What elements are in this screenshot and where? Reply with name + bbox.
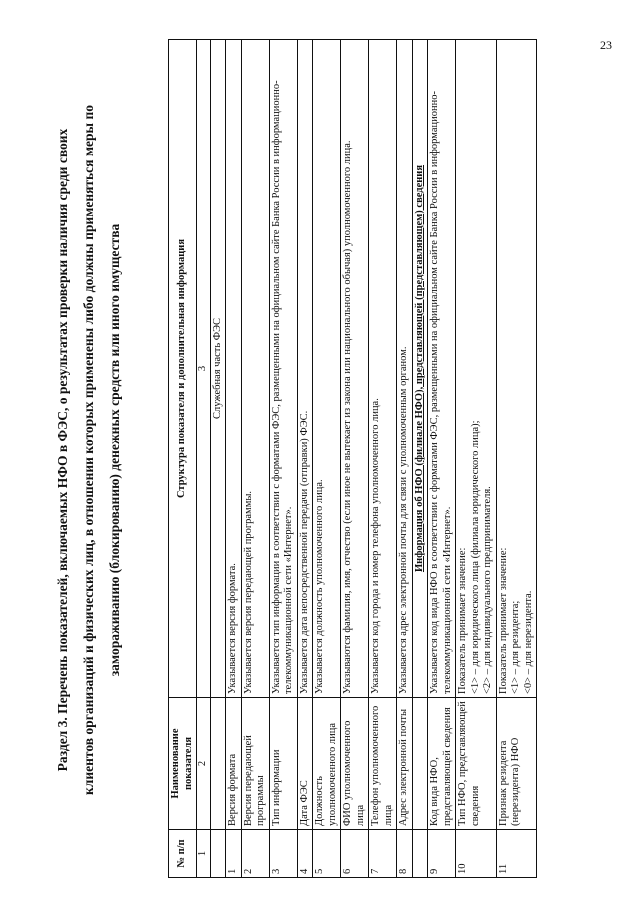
index-cell: 1 xyxy=(197,830,211,878)
indicator-description xyxy=(241,40,269,698)
indicator-name: Тип информации xyxy=(269,698,297,830)
heading-line-1: Раздел 3. Перечень показателей, включаемых НФО в ФЭС, о результатах проверки наличия среди своих xyxy=(55,128,70,772)
heading-line-2: клиентов организаций и физических лиц, в отношении которых применены либо должны применяться меры по xyxy=(81,105,96,795)
page-number: 23 xyxy=(600,38,612,52)
indicator-description xyxy=(313,40,341,698)
indicator-description xyxy=(297,40,313,698)
indicator-description xyxy=(428,40,456,698)
description-line: <1> – для юридического лица (филиала юридического лица); xyxy=(469,420,481,694)
row-number: 1 xyxy=(226,830,242,878)
index-row xyxy=(197,40,211,878)
description-line: Указывается версия формата. xyxy=(227,563,238,694)
indicator-name: Должность уполномоченного лица xyxy=(313,698,341,830)
indicator-description xyxy=(496,40,537,698)
indicators-table-container xyxy=(168,40,608,878)
indicator-name: Тип НФО, представляющей сведения xyxy=(456,698,497,830)
description-line: <2> – для индивидуального предпринимателя. xyxy=(482,486,493,694)
indicator-description xyxy=(341,40,369,698)
row-number: 3 xyxy=(269,830,297,878)
indicator-description xyxy=(369,40,397,698)
row-number: 8 xyxy=(397,830,413,878)
section-spacer xyxy=(412,830,428,878)
table-row xyxy=(397,40,413,878)
table-row xyxy=(297,40,313,878)
header-name: Наименование показателя xyxy=(169,698,197,830)
row-number: 2 xyxy=(241,830,269,878)
row-number: 6 xyxy=(341,830,369,878)
table-body xyxy=(210,40,537,878)
description-line: Указываются фамилия, имя, отчество (если иное не вытекает из закона или национального обычая) уполномоченного лица. xyxy=(342,140,353,694)
row-number: 7 xyxy=(369,830,397,878)
section-spacer xyxy=(210,698,226,830)
heading-line-3: замораживанию (блокированию) денежных средств или иного имущества xyxy=(107,223,122,677)
indicator-description xyxy=(397,40,413,698)
table-row xyxy=(456,40,497,878)
indicator-name: Признак резидента (нерезидента) НФО xyxy=(496,698,537,830)
table-row xyxy=(269,40,297,878)
table-row xyxy=(428,40,456,878)
description-line: Указывается адрес электронной почты для связи с уполномоченным органом. xyxy=(398,346,409,694)
header-num: № п/п xyxy=(169,830,197,878)
indicator-name: Адрес электронной почты xyxy=(397,698,413,830)
row-number: 4 xyxy=(297,830,313,878)
section-row xyxy=(412,40,428,878)
description-line: Показатель принимает значение: xyxy=(457,547,468,694)
description-line: Указывается должность уполномоченного лица. xyxy=(314,479,325,694)
section-title: Служебная часть ФЭС xyxy=(210,40,226,698)
description-line: Указывается тип информации в соответствии с форматами ФЭС, размещенными на официальном сайте Банка России в информационно-телекоммуникационной сети «Интернет». xyxy=(270,80,294,694)
description-line: <0> – для нерезидента. xyxy=(522,590,534,694)
header-structure: Структура показателя и дополнительная информация xyxy=(169,40,197,698)
table-row xyxy=(369,40,397,878)
description-line: Показатель принимает значение: xyxy=(497,547,509,694)
indicator-description xyxy=(226,40,242,698)
indicators-table xyxy=(168,39,537,878)
indicator-name: Версия передающей программы xyxy=(241,698,269,830)
section-spacer xyxy=(210,830,226,878)
table-row xyxy=(313,40,341,878)
row-number: 5 xyxy=(313,830,341,878)
section-spacer xyxy=(412,698,428,830)
row-number: 11 xyxy=(496,830,537,878)
table-row xyxy=(341,40,369,878)
description-line: Указывается код вида НФО в соответствии с форматами ФЭС, размещенными на официальном сайте Банка России в информационно-телекоммуникационной сети «Интернет». xyxy=(429,91,453,694)
table-row xyxy=(496,40,537,878)
index-cell: 3 xyxy=(197,40,211,698)
indicator-name: ФИО уполномоченного лица xyxy=(341,698,369,830)
indicator-name: Телефон уполномоченного лица xyxy=(369,698,397,830)
row-number: 9 xyxy=(428,830,456,878)
description-line: Указывается код города и номер телефона уполномоченного лица. xyxy=(370,398,381,694)
indicator-description xyxy=(456,40,497,698)
description-line: <1> – для резидента; xyxy=(510,600,521,694)
section-row xyxy=(210,40,226,878)
indicator-name: Код вида НФО, представляющей сведения xyxy=(428,698,456,830)
table-row xyxy=(226,40,242,878)
section-title: Информация об НФО (филиале НФО), представляющей (представляющем) сведения xyxy=(412,40,428,698)
indicator-name: Версия формата xyxy=(226,698,242,830)
indicator-name: Дата ФЭС xyxy=(297,698,313,830)
description-line: Указывается дата непосредственной передачи (отправки) ФЭС. xyxy=(298,410,310,694)
description-line: Указывается версия передающей программы. xyxy=(242,490,254,694)
table-row xyxy=(241,40,269,878)
indicator-description xyxy=(269,40,297,698)
row-number: 10 xyxy=(456,830,497,878)
index-cell: 2 xyxy=(197,698,211,830)
